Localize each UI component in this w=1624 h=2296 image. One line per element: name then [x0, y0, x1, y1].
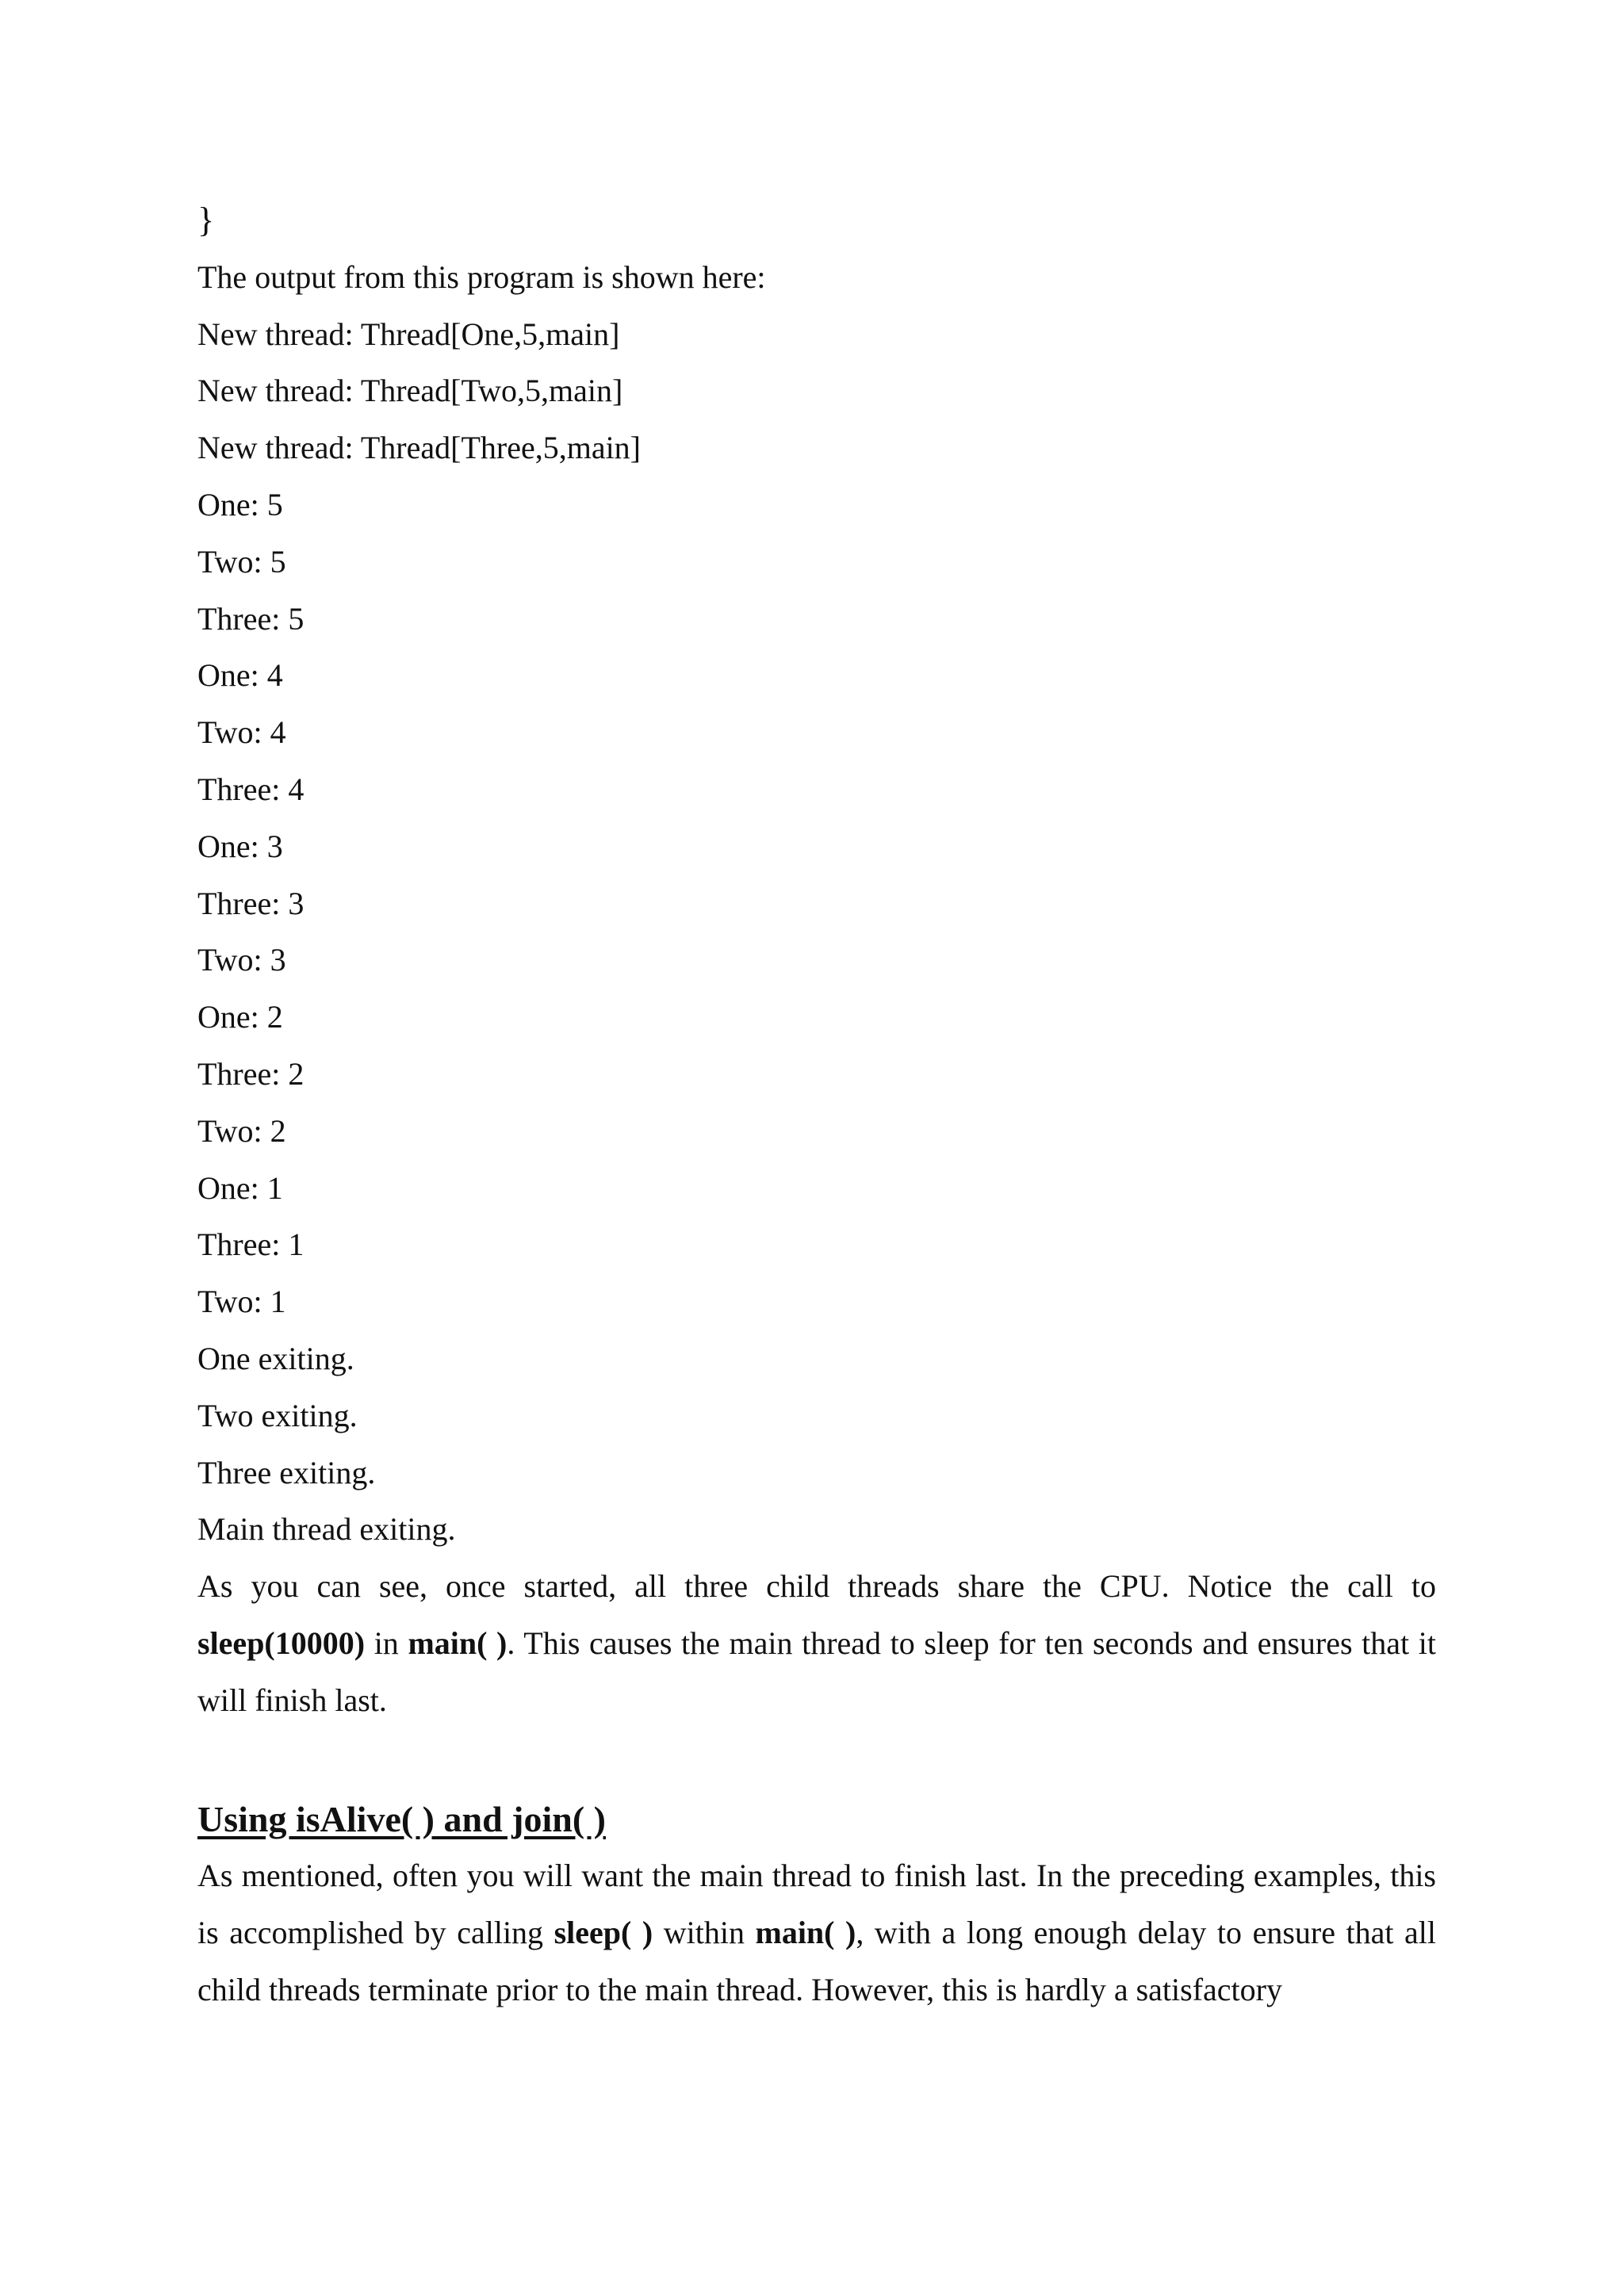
paragraph-text: As you can see, once started, all three child threads share the CPU. Notice the call to: [197, 1568, 1436, 1605]
output-line: New thread: Thread[One,5,main]: [197, 316, 620, 352]
output-line: One: 3: [197, 828, 283, 864]
output-line: One: 2: [197, 999, 283, 1035]
output-line: Main thread exiting.: [197, 1511, 456, 1548]
paragraph-text: in: [365, 1624, 408, 1661]
paragraph-text: As mentioned, often you will want the main thread to finish last. In the preceding examples, this is accomplished by calling: [197, 1858, 1436, 1951]
output-line: One exiting.: [197, 1340, 354, 1376]
section-spacer: [197, 1729, 1436, 1791]
code-term: main( ): [755, 1915, 856, 1951]
output-line: Three: 3: [197, 885, 304, 921]
code-term: sleep( ): [553, 1915, 653, 1951]
output-line: Three: 2: [197, 1055, 304, 1092]
output-line: One: 4: [197, 657, 283, 694]
paragraph-text: , with a long enough delay to ensure that all child threads terminate prior to the main thread. However, this is hardly a satisfactory: [197, 1915, 1436, 2007]
output-line: Three exiting.: [197, 1454, 376, 1490]
output-line: Two exiting.: [197, 1397, 358, 1433]
section-heading: Using isAlive( ) and join( ): [197, 1798, 606, 1839]
output-line: Two: 5: [197, 543, 286, 580]
output-intro: The output from this program is shown here:: [197, 258, 766, 295]
output-line: Three: 4: [197, 771, 304, 807]
page-content: [197, 192, 1436, 2019]
paragraph-text: . This causes the main thread to sleep for ten seconds and ensures that it will finish last.: [197, 1624, 1436, 1718]
output-line: One: 5: [197, 486, 283, 522]
output-line: Two: 4: [197, 714, 286, 751]
paragraph-text: within: [653, 1915, 756, 1951]
output-line: Two: 1: [197, 1284, 286, 1320]
program-output: [197, 306, 1436, 1559]
code-term: main( ): [408, 1624, 508, 1661]
closing-brace: }: [197, 201, 215, 239]
explanation-paragraph: [197, 1558, 1436, 1728]
code-term: sleep(10000): [197, 1624, 366, 1661]
output-line: Three: 5: [197, 600, 304, 637]
output-line: New thread: Thread[Three,5,main]: [197, 430, 642, 466]
output-line: Two: 2: [197, 1112, 286, 1149]
output-line: Three: 1: [197, 1226, 304, 1263]
output-line: New thread: Thread[Two,5,main]: [197, 373, 623, 409]
output-line: One: 1: [197, 1169, 283, 1206]
output-line: Two: 3: [197, 942, 286, 978]
section-paragraph: [197, 1847, 1436, 2018]
